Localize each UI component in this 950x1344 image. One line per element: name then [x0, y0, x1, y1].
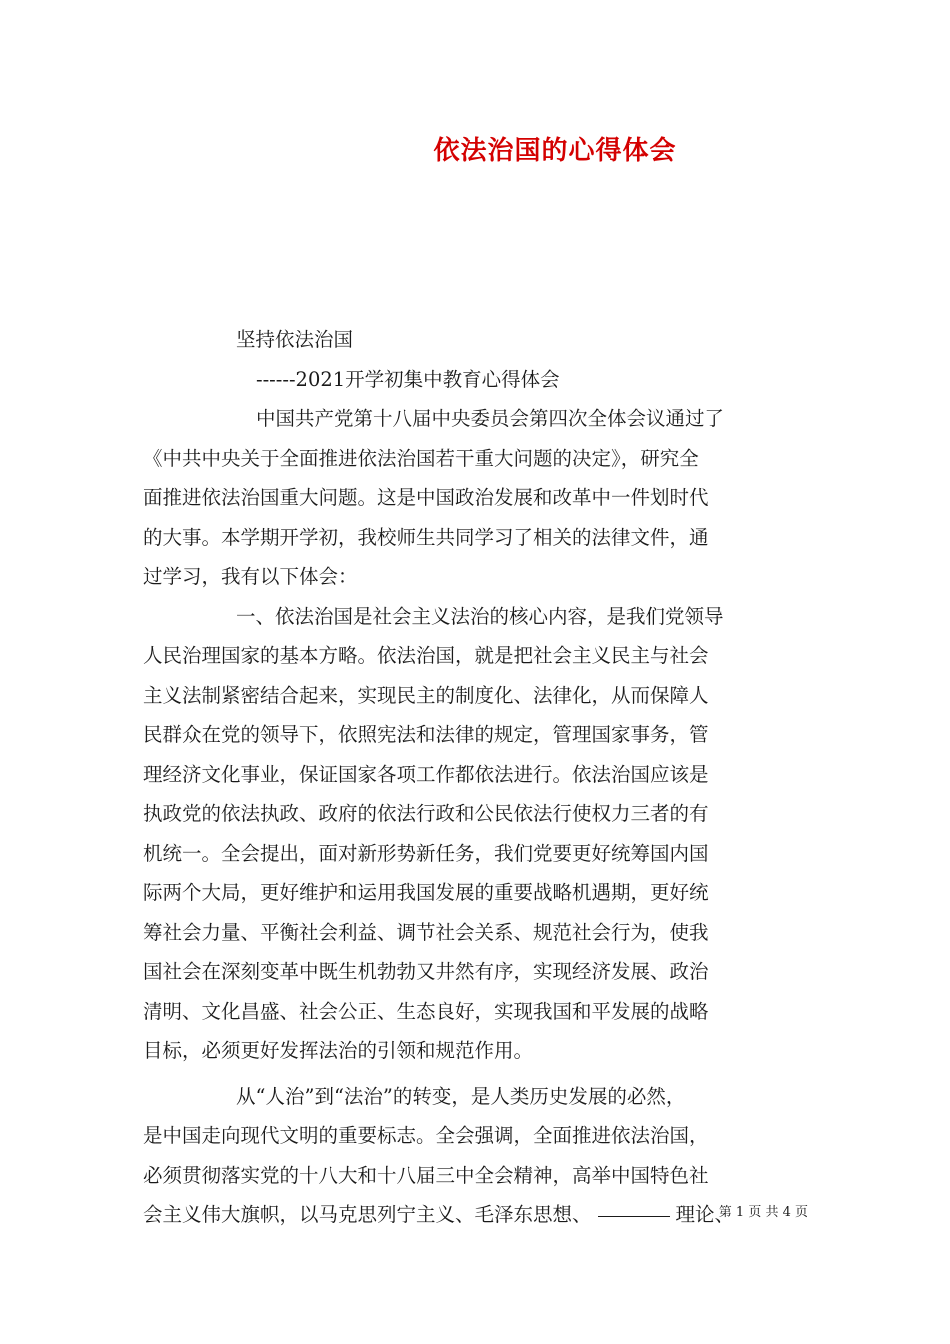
- paragraph-line: 主义法制紧密结合起来，实现民主的制度化、法律化，从而保障人: [143, 683, 709, 707]
- paragraph-line: 清明、文化昌盛、社会公正、生态良好，实现我国和平发展的战略: [143, 999, 709, 1023]
- paragraph-line: 目标，必须更好发挥法治的引领和规范作用。: [143, 1039, 534, 1062]
- section-heading: 坚持依法治国: [236, 328, 354, 351]
- paragraph-1: [143, 399, 808, 597]
- paragraph-line: 过学习，我有以下体会：: [143, 565, 358, 588]
- paragraph-line: 执政党的依法执政、政府的依法行政和公民依法行使权力三者的有: [143, 802, 709, 825]
- document-title: 依法治国的心得体会: [433, 136, 677, 166]
- paragraph-line: 民群众在党的领导下，依照宪法和法律的规定，管理国家事务，管: [143, 723, 709, 746]
- paragraph-line: 国社会在深刻变革中既生机勃勃又井然有序，实现经济发展、政治: [143, 960, 709, 983]
- document-body: [143, 320, 808, 1235]
- paragraph-line: 筹社会力量、平衡社会利益、调节社会关系、规范社会行为，使我: [143, 920, 709, 944]
- paragraph-line: 是中国走向现代文明的重要标志。全会强调，全面推进依法治国，: [143, 1124, 709, 1147]
- page-number: 第 1 页 共 4 页: [718, 1205, 808, 1220]
- paragraph-line: 从“人治”到“法治”的转变，是人类历史发展的必然，: [236, 1084, 686, 1108]
- paragraph-line: 人民治理国家的基本方略。依法治国，就是把社会主义民主与社会: [143, 644, 709, 667]
- paragraph-text: 理论、: [675, 1203, 735, 1226]
- paragraph-line: 机统一。全会提出，面对新形势新任务，我们党要更好统筹国内国: [143, 841, 709, 865]
- paragraph-line: [143, 1195, 808, 1235]
- fill-in-blank: [598, 1215, 670, 1217]
- paragraph-2: [143, 597, 808, 1071]
- paragraph-3: [143, 1077, 808, 1235]
- paragraph-line: 面推进依法治国重大问题。这是中国政治发展和改革中一件划时代: [143, 486, 709, 509]
- section-subheading: ------2021开学初集中教育心得体会: [256, 367, 560, 391]
- paragraph-line: 一、依法治国是社会主义法治的核心内容，是我们党领导: [236, 604, 724, 628]
- paragraph-line: 理经济文化事业，保证国家各项工作都依法进行。依法治国应该是: [143, 762, 709, 786]
- paragraph-line: 的大事。本学期开学初，我校师生共同学习了相关的法律文件，通: [143, 525, 709, 549]
- paragraph-line: 《中共中央关于全面推进依法治国若干重大问题的决定》，研究全: [143, 446, 699, 470]
- paragraph-line: 中国共产党第十八届中央委员会第四次全体会议通过了: [256, 407, 725, 430]
- paragraph-text: 会主义伟大旗帜，以马克思列宁主义、毛泽东思想、: [143, 1203, 592, 1226]
- paragraph-line: 必须贯彻落实党的十八大和十八届三中全会精神，高举中国特色社: [143, 1163, 709, 1187]
- paragraph-line: 际两个大局，更好维护和运用我国发展的重要战略机遇期，更好统: [143, 881, 709, 904]
